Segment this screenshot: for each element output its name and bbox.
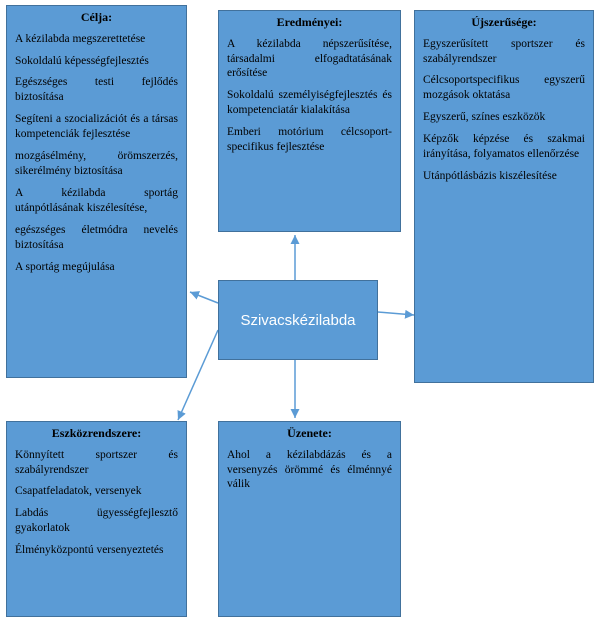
- list-item: Célcsoportspecifikus egyszerű mozgások oktatása: [423, 74, 585, 102]
- list-item: Utánpótlásbázis kiszélesítése: [423, 170, 557, 183]
- box-celja: [6, 5, 187, 378]
- box-eredmenyei-title: Eredményei:: [276, 15, 343, 29]
- list-item: mozgásélmény, örömszerzés, sikerélmény biztosítása: [15, 150, 178, 178]
- box-eredmenyei: [218, 10, 401, 232]
- list-item: Egyszerűsített sportszer és szabályrendszer: [423, 37, 585, 65]
- box-eszkozrendszere: [6, 421, 187, 617]
- box-eszkozrendszere-title: Eszközrendszere:: [51, 426, 142, 440]
- list-item: egészséges életmódra nevelés biztosítása: [15, 223, 178, 251]
- list-item: Labdás ügyességfejlesztő gyakorlatok: [15, 507, 178, 535]
- list-item: Sokoldalú képességfejlesztés: [15, 54, 149, 67]
- list-item: Emberi motórium célcsoport-specifikus fejlesztése: [227, 126, 392, 154]
- list-item: Sokoldalú személyiségfejlesztés és kompetenciatár kialakítása: [227, 89, 392, 117]
- box-uzenete-title: Üzenete:: [287, 426, 332, 440]
- list-item: Ahol a kézilabdázás és a versenyzés örömmé és élménnyé válik: [227, 448, 392, 491]
- list-item: Csapatfeladatok, versenyek: [15, 485, 142, 498]
- list-item: A kézilabda sportág utánpótlásának kiszélesítése,: [15, 187, 178, 215]
- box-ujszerusege-title: Újszerűsége:: [471, 15, 537, 29]
- list-item: A kézilabda megszerettetése: [15, 32, 146, 45]
- list-item: A sportág megújulása: [15, 260, 115, 273]
- list-item: Egészséges testi fejlődés biztosítása: [15, 76, 178, 104]
- list-item: A kézilabda népszerűsítése, társadalmi elfogadtatásának erősítése: [227, 37, 392, 80]
- arrow-to-celja: [190, 292, 218, 303]
- box-uzenete: [218, 421, 401, 617]
- list-item: Könnyített sportszer és szabályrendszer: [15, 448, 178, 476]
- arrow-to-ujszerusege: [378, 312, 414, 315]
- box-celja-title: Célja:: [80, 10, 113, 24]
- list-item: Segíteni a szocializációt és a társas kompetenciák fejlesztése: [15, 113, 178, 141]
- list-item: Élményközpontú versenyeztetés: [15, 544, 164, 557]
- box-ujszerusege: [414, 10, 594, 383]
- list-item: Képzők képzése és szakmai irányítása, folyamatos ellenőrzése: [423, 133, 585, 161]
- center-node: [218, 280, 378, 360]
- list-item: Egyszerű, színes eszközök: [423, 111, 546, 124]
- center-node-label: Szivacskézilabda: [240, 311, 356, 329]
